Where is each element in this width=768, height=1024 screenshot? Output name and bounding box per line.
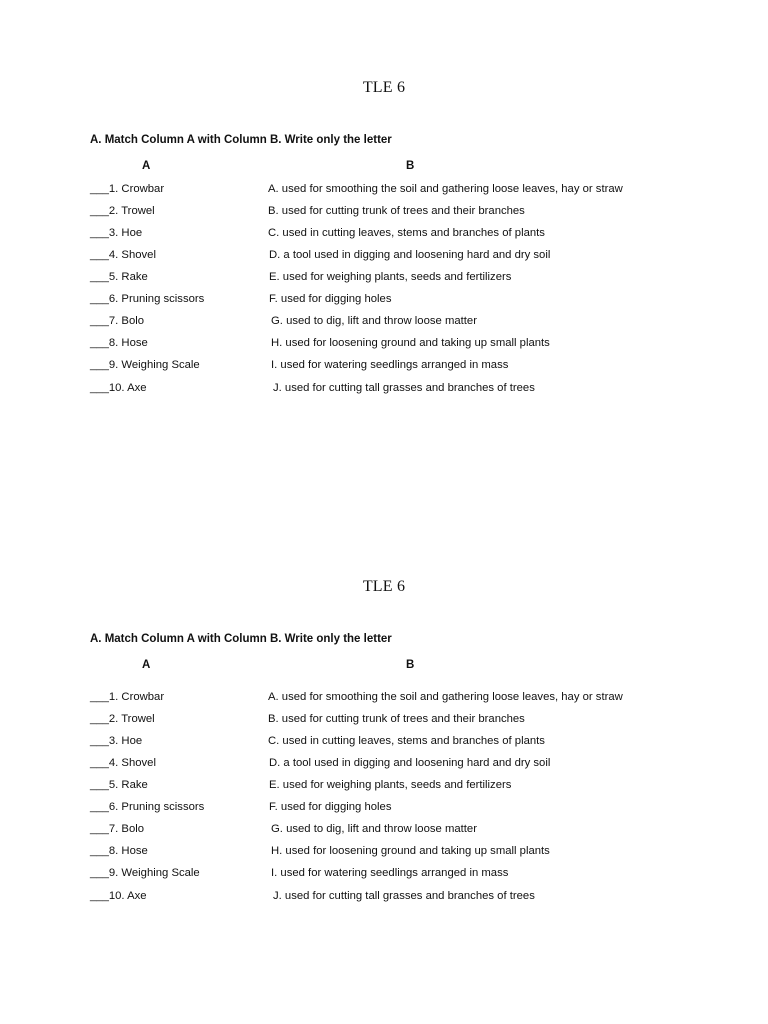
- column-a-item: ___4. Shovel: [90, 757, 156, 769]
- column-a-item: ___10. Axe: [90, 890, 147, 902]
- match-row: [0, 337, 768, 353]
- column-b-item: G. used to dig, lift and throw loose matter: [271, 823, 477, 835]
- match-row: [0, 867, 768, 883]
- match-row: [0, 183, 768, 199]
- match-row: [0, 779, 768, 795]
- match-row: [0, 713, 768, 729]
- column-a-item: ___7. Bolo: [90, 823, 145, 835]
- column-b-header: B: [406, 659, 415, 671]
- column-b-item: H. used for loosening ground and taking up small plants: [271, 337, 550, 349]
- column-b-item: J. used for cutting tall grasses and branches of trees: [273, 890, 535, 902]
- column-b-item: E. used for weighing plants, seeds and fertilizers: [269, 271, 512, 283]
- column-a-item: ___9. Weighing Scale: [90, 867, 200, 879]
- column-a-item: ___2. Trowel: [90, 713, 155, 725]
- column-b-item: I. used for watering seedlings arranged in mass: [271, 359, 509, 371]
- column-b-item: B. used for cutting trunk of trees and their branches: [268, 205, 525, 217]
- column-a-item: ___8. Hose: [90, 845, 148, 857]
- column-b-item: D. a tool used in digging and loosening hard and dry soil: [269, 249, 551, 261]
- column-a-header: A: [142, 659, 151, 671]
- column-a-item: ___9. Weighing Scale: [90, 359, 200, 371]
- column-a-item: ___5. Rake: [90, 779, 148, 791]
- column-a-item: ___3. Hoe: [90, 735, 143, 747]
- column-b-item: B. used for cutting trunk of trees and their branches: [268, 713, 525, 725]
- column-b-item: G. used to dig, lift and throw loose matter: [271, 315, 477, 327]
- match-row: [0, 845, 768, 861]
- match-row: [0, 227, 768, 243]
- column-a-item: ___6. Pruning scissors: [90, 801, 205, 813]
- match-row: [0, 249, 768, 265]
- match-row: [0, 735, 768, 751]
- match-row: [0, 315, 768, 331]
- column-a-item: ___2. Trowel: [90, 205, 155, 217]
- column-b-item: J. used for cutting tall grasses and branches of trees: [273, 382, 535, 394]
- column-a-item: ___1. Crowbar: [90, 183, 165, 195]
- column-b-item: C. used in cutting leaves, stems and branches of plants: [268, 227, 545, 239]
- column-b-item: A. used for smoothing the soil and gathering loose leaves, hay or straw: [268, 183, 623, 195]
- column-a-item: ___4. Shovel: [90, 249, 156, 261]
- column-a-header: A: [142, 160, 151, 172]
- column-b-item: D. a tool used in digging and loosening hard and dry soil: [269, 757, 551, 769]
- match-row: [0, 890, 768, 906]
- match-row: [0, 757, 768, 773]
- match-row: [0, 271, 768, 287]
- column-a-item: ___10. Axe: [90, 382, 147, 394]
- match-row: [0, 293, 768, 309]
- column-b-item: F. used for digging holes: [269, 801, 392, 813]
- column-b-item: H. used for loosening ground and taking up small plants: [271, 845, 550, 857]
- column-b-header: B: [406, 160, 415, 172]
- column-b-item: A. used for smoothing the soil and gathering loose leaves, hay or straw: [268, 691, 623, 703]
- instruction-text: A. Match Column A with Column B. Write only the letter: [90, 633, 392, 645]
- match-row: [0, 691, 768, 707]
- match-row: [0, 205, 768, 221]
- column-b-item: I. used for watering seedlings arranged in mass: [271, 867, 509, 879]
- instruction-text: A. Match Column A with Column B. Write only the letter: [90, 134, 392, 146]
- column-a-item: ___8. Hose: [90, 337, 148, 349]
- column-b-item: F. used for digging holes: [269, 293, 392, 305]
- match-row: [0, 823, 768, 839]
- match-row: [0, 801, 768, 817]
- column-a-item: ___5. Rake: [90, 271, 148, 283]
- worksheet-title: TLE 6: [362, 578, 406, 595]
- column-a-item: ___7. Bolo: [90, 315, 145, 327]
- column-a-item: ___3. Hoe: [90, 227, 143, 239]
- worksheet-title: TLE 6: [362, 79, 406, 96]
- column-a-item: ___1. Crowbar: [90, 691, 165, 703]
- match-row: [0, 382, 768, 398]
- column-a-item: ___6. Pruning scissors: [90, 293, 205, 305]
- column-b-item: C. used in cutting leaves, stems and branches of plants: [268, 735, 545, 747]
- column-b-item: E. used for weighing plants, seeds and fertilizers: [269, 779, 512, 791]
- match-row: [0, 359, 768, 375]
